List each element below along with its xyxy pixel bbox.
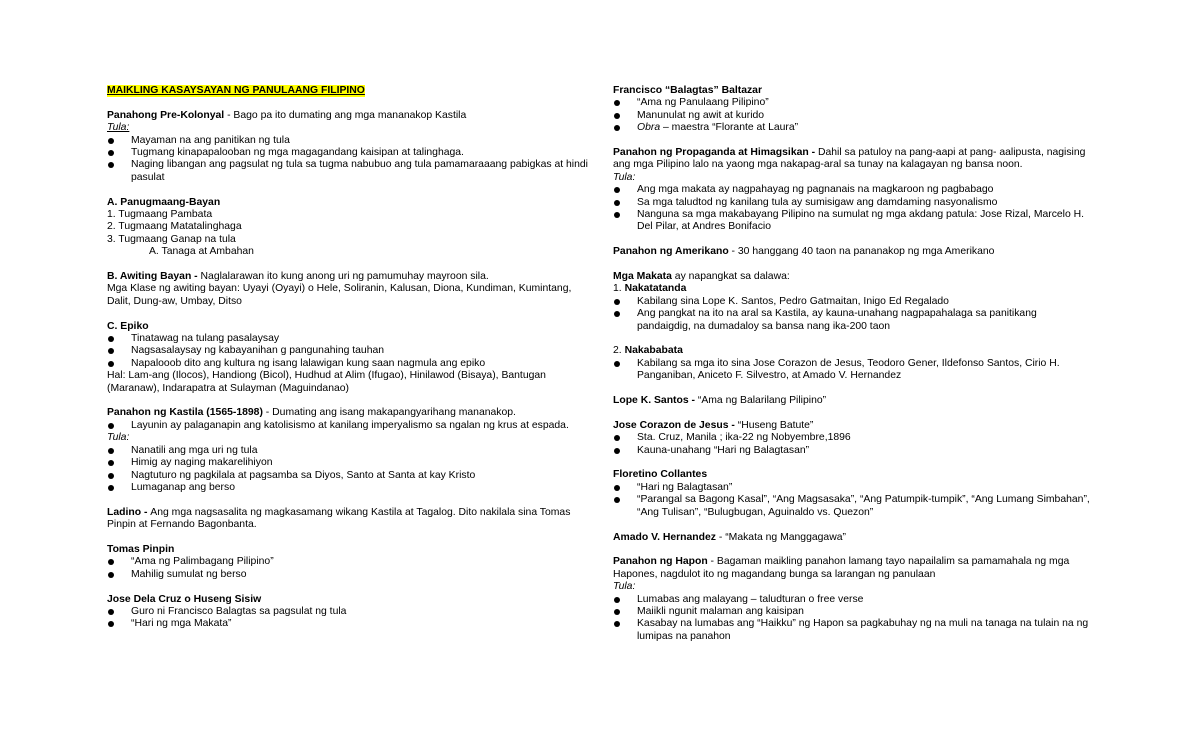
list-item: Tinatawag na tulang pasalaysay — [107, 333, 592, 345]
huseng-sisiw-list — [107, 606, 592, 631]
list-item: Himig ay naging makarelihiyon — [107, 457, 592, 469]
bullet-icon — [108, 473, 114, 479]
group-number: 2. — [613, 345, 625, 357]
lope-desc: “Ama ng Balarilang Pilipino” — [697, 395, 827, 407]
list-item: 1. Tugmaang Pambata — [107, 209, 213, 221]
corazon-desc: “Huseng Batute” — [737, 419, 814, 431]
kastila-layunin-list — [107, 420, 592, 432]
hapon-heading: Panahon ng Hapon — [613, 556, 708, 568]
nakatatanda-list — [613, 296, 1093, 333]
section-propaganda — [613, 147, 1093, 234]
list-item: “Hari ng mga Makata” — [107, 618, 592, 630]
list-item: 3. Tugmaang Ganap na tula — [107, 233, 236, 245]
ladino-desc: Ang mga nagsasalita ng magkasamang wikang Kastila at Tagalog. Dito nakilala sina Tomas Pinpin at Fernando Bagonbanta. — [107, 506, 571, 531]
bullet-icon — [614, 621, 620, 627]
bullet-icon — [108, 448, 114, 454]
bullet-icon — [614, 113, 620, 119]
section-amerikano — [613, 246, 1093, 258]
section-mga-makata — [613, 271, 1093, 333]
list-item: Sta. Cruz, Manila ; ika-22 ng Nobyembre,1896 — [613, 432, 1093, 444]
pinpin-heading: Tomas Pinpin — [107, 543, 175, 555]
bullet-icon — [108, 559, 114, 565]
bullet-icon — [108, 423, 114, 429]
list-item: Nanguna sa mga makabayang Pilipino na sumulat ng mga akdang patula: Jose Rizal, Marcelo H. Del Pilar, at Andres Bonifacio — [613, 209, 1093, 234]
propaganda-tula-label: Tula: — [613, 171, 636, 183]
list-item: Sa mga taludtod ng kanilang tula ay sumisigaw ang damdaming nasyonalismo — [613, 197, 1093, 209]
list-item: Ang pangkat na ito na aral sa Kastila, ay kauna-unahang nagpapahalaga sa panitikang pandaigdig, na dumadaloy sa bansa nang ika-200 taon — [613, 308, 1093, 333]
makata-desc: ay napangkat sa dalawa: — [671, 271, 790, 283]
bullet-icon — [108, 621, 114, 627]
list-item: Nanatili ang mga uri ng tula — [107, 445, 592, 457]
group-number: 1. — [613, 283, 625, 295]
list-item: Manunulat ng awit at kurido — [613, 110, 1093, 122]
hernandez-heading: Amado V. Hernandez — [613, 531, 716, 543]
precolonial-list — [107, 135, 592, 185]
bullet-icon — [614, 609, 620, 615]
kastila-heading: Panahon ng Kastila (1565-1898) — [107, 407, 263, 419]
section-nakababata — [613, 345, 1093, 382]
bullet-icon — [108, 361, 114, 367]
pinpin-list — [107, 556, 592, 581]
list-item: Mahilig sumulat ng berso — [107, 569, 592, 581]
kastila-desc: - Dumating ang isang makapangyarihang mananakop. — [262, 407, 516, 419]
bullet-icon — [614, 187, 620, 193]
bullet-icon — [108, 348, 114, 354]
awiting-heading: B. Awiting Bayan - — [107, 271, 201, 283]
bullet-icon — [108, 336, 114, 342]
list-item: Kabilang sa mga ito sina Jose Corazon de Jesus, Teodoro Gener, Ildefonso Santos, Cirio H. Panganiban, Aniceto F. Silvestro, at Amado V. Hernandez — [613, 358, 1093, 383]
precolonial-heading: Panahong Pre-Kolonyal — [107, 109, 225, 121]
bullet-icon — [108, 138, 114, 144]
hernandez-desc: - “Makata ng Manggagawa” — [715, 531, 846, 543]
list-item: Kasabay na lumabas ang “Haikku” ng Hapon sa pagkabuhay ng na muli na tanaga na tulain na ng lumipas na panahon — [613, 618, 1093, 643]
bullet-icon — [614, 435, 620, 441]
right-column — [613, 85, 1093, 656]
nakababata-list — [613, 358, 1093, 383]
huseng-sisiw-heading: Jose Dela Cruz o Huseng Sisiw — [107, 593, 262, 605]
list-subitem: A. Tanaga at Ambahan — [149, 246, 254, 258]
list-item: Naging libangan ang pagsulat ng tula sa tugma nabubuo ang tula pamamaraaang pabigkas at hindi pasulat — [107, 159, 592, 184]
doc-title-block — [107, 85, 592, 97]
precolonial-desc: - Bago pa ito dumating ang mga mananakop Kastila — [224, 109, 467, 121]
collantes-list — [613, 482, 1093, 519]
kastila-tula-label: Tula: — [107, 432, 130, 444]
bullet-icon — [614, 311, 620, 317]
bullet-icon — [614, 212, 620, 218]
list-item: Kauna-unahang “Hari ng Balagtasan” — [613, 445, 1093, 457]
list-item: Tugmang kinapapalooban ng mga magagandang kaisipan at talinghaga. — [107, 147, 592, 159]
amerikano-desc: - 30 hanggang 40 taon na pananakop ng mga Amerikano — [728, 246, 995, 258]
section-corazon — [613, 420, 1093, 457]
hapon-desc: - Bagaman maikling panahon lamang tayo napailalim sa pamamahala ng mga Hapones, nagdulot ito ng magandang bunga sa larangan ng panulaan — [613, 556, 1070, 580]
section-ladino — [107, 507, 592, 532]
list-item: Nagtuturo ng pagkilala at pagsamba sa Diyos, Santo at Santa at kay Kristo — [107, 470, 592, 482]
bullet-icon — [614, 361, 620, 367]
ladino-heading: Ladino - — [107, 506, 151, 518]
list-item: “Hari ng Balagtasan” — [613, 482, 1093, 494]
bullet-icon — [614, 200, 620, 206]
corazon-list — [613, 432, 1093, 457]
epiko-list — [107, 333, 592, 370]
list-item: Nagsasalaysay ng kabayanihan g pangunahing tauhan — [107, 345, 592, 357]
bullet-icon — [108, 460, 114, 466]
section-hapon — [613, 556, 1093, 643]
awiting-klase: Mga Klase ng awiting bayan: Uyayi (Oyayi) o Hele, Soliranin, Kalusan, Diona, Kundiman, Kumintang, Dalit, Dung-aw, Umbay, Ditso — [107, 283, 572, 307]
list-item: Napalooob dito ang kultura ng isang lalawigan kung saan nagmula ang epiko — [107, 358, 592, 370]
doc-title: MAIKLING KASAYSAYAN NG PANULAANG FILIPINO — [107, 85, 365, 96]
corazon-heading: Jose Corazon de Jesus - — [613, 419, 738, 431]
lope-heading: Lope K. Santos - — [613, 395, 698, 407]
group-nakatatanda-heading: Nakatatanda — [624, 283, 687, 295]
bullet-icon — [614, 497, 620, 503]
group-nakababata-heading: Nakababata — [624, 345, 683, 357]
propaganda-heading: Panahon ng Propaganda at Himagsikan - — [613, 147, 818, 159]
propaganda-desc: Dahil sa patuloy na pang-aapi at pang- aalipusta, nagising ang mga Pilipino lalo na yaong mga nakapag-aral sa tunay na kalagayan ng bansa noon. — [613, 147, 1086, 171]
bullet-icon — [614, 100, 620, 106]
bullet-icon — [614, 485, 620, 491]
section-precolonial — [107, 110, 592, 184]
section-awiting-bayan — [107, 271, 592, 308]
hapon-list — [613, 594, 1093, 644]
panugmaang-heading: A. Panugmaang-Bayan — [107, 196, 221, 208]
awiting-desc: Naglalarawan ito kung anong uri ng pamumuhay mayroon sila. — [200, 271, 489, 283]
epiko-heading: C. Epiko — [107, 320, 149, 332]
hapon-tula-label: Tula: — [613, 581, 636, 593]
bullet-icon — [614, 299, 620, 305]
list-item: 2. Tugmaang Matatalinghaga — [107, 221, 242, 233]
list-item: Guro ni Francisco Balagtas sa pagsulat ng tula — [107, 606, 592, 618]
section-huseng-sisiw — [107, 594, 592, 631]
section-panugmaang — [107, 197, 592, 259]
balagtas-list — [613, 97, 1093, 134]
section-tomas-pinpin — [107, 544, 592, 581]
precolonial-tula-label: Tula: — [107, 122, 130, 134]
section-collantes — [613, 469, 1093, 519]
propaganda-list — [613, 184, 1093, 234]
left-column — [107, 85, 592, 643]
bullet-icon — [614, 125, 620, 131]
list-item: “Ama ng Palimbagang Pilipino” — [107, 556, 592, 568]
epiko-halimbawa: Hal: Lam-ang (Ilocos), Handiong (Bicol), Hudhud at Alim (Ifugao), Hinilawod (Bisaya), Bantugan (Maranaw), Indarapatra at Sulayman (Maguindanao) — [107, 370, 546, 394]
list-item: Layunin ay palaganapin ang katolisismo at kanilang imperyalismo sa ngalan ng krus at espada. — [107, 420, 592, 432]
bullet-icon — [108, 150, 114, 156]
section-epiko — [107, 321, 592, 395]
bullet-icon — [108, 609, 114, 615]
section-hernandez — [613, 532, 1093, 544]
bullet-icon — [108, 485, 114, 491]
list-item: Kabilang sina Lope K. Santos, Pedro Gatmaitan, Inigo Ed Regalado — [613, 296, 1093, 308]
bullet-icon — [614, 597, 620, 603]
bullet-icon — [614, 448, 620, 454]
list-item: Ang mga makata ay nagpahayag ng pagnanais na magkaroon ng pagbabago — [613, 184, 1093, 196]
balagtas-heading: Francisco “Balagtas” Baltazar — [613, 85, 762, 96]
section-balagtas — [613, 85, 1093, 135]
bullet-icon — [108, 162, 114, 168]
makata-heading: Mga Makata — [613, 271, 672, 283]
list-item: Lumabas ang malayang – taludturan o free verse — [613, 594, 1093, 606]
section-kastila — [107, 407, 592, 494]
amerikano-heading: Panahon ng Amerikano — [613, 246, 729, 258]
list-item: Mayaman na ang panitikan ng tula — [107, 135, 592, 147]
collantes-heading: Floretino Collantes — [613, 469, 708, 481]
list-item: “Parangal sa Bagong Kasal”, “Ang Magsasaka”, “Ang Patumpik-tumpik”, “Ang Lumang Simbahan”, “Ang Tulisan”, “Bulugbugan, Aguinaldo vs. Quezon” — [613, 494, 1093, 519]
list-item: “Ama ng Panulaang Pilipino” — [613, 97, 1093, 109]
list-item: Obra – maestra “Florante at Laura” — [613, 122, 1093, 134]
kastila-tula-list — [107, 445, 592, 495]
list-item: Lumaganap ang berso — [107, 482, 592, 494]
list-item: Maiikli ngunit malaman ang kaisipan — [613, 606, 1093, 618]
section-lope-santos — [613, 395, 1093, 407]
bullet-icon — [108, 572, 114, 578]
